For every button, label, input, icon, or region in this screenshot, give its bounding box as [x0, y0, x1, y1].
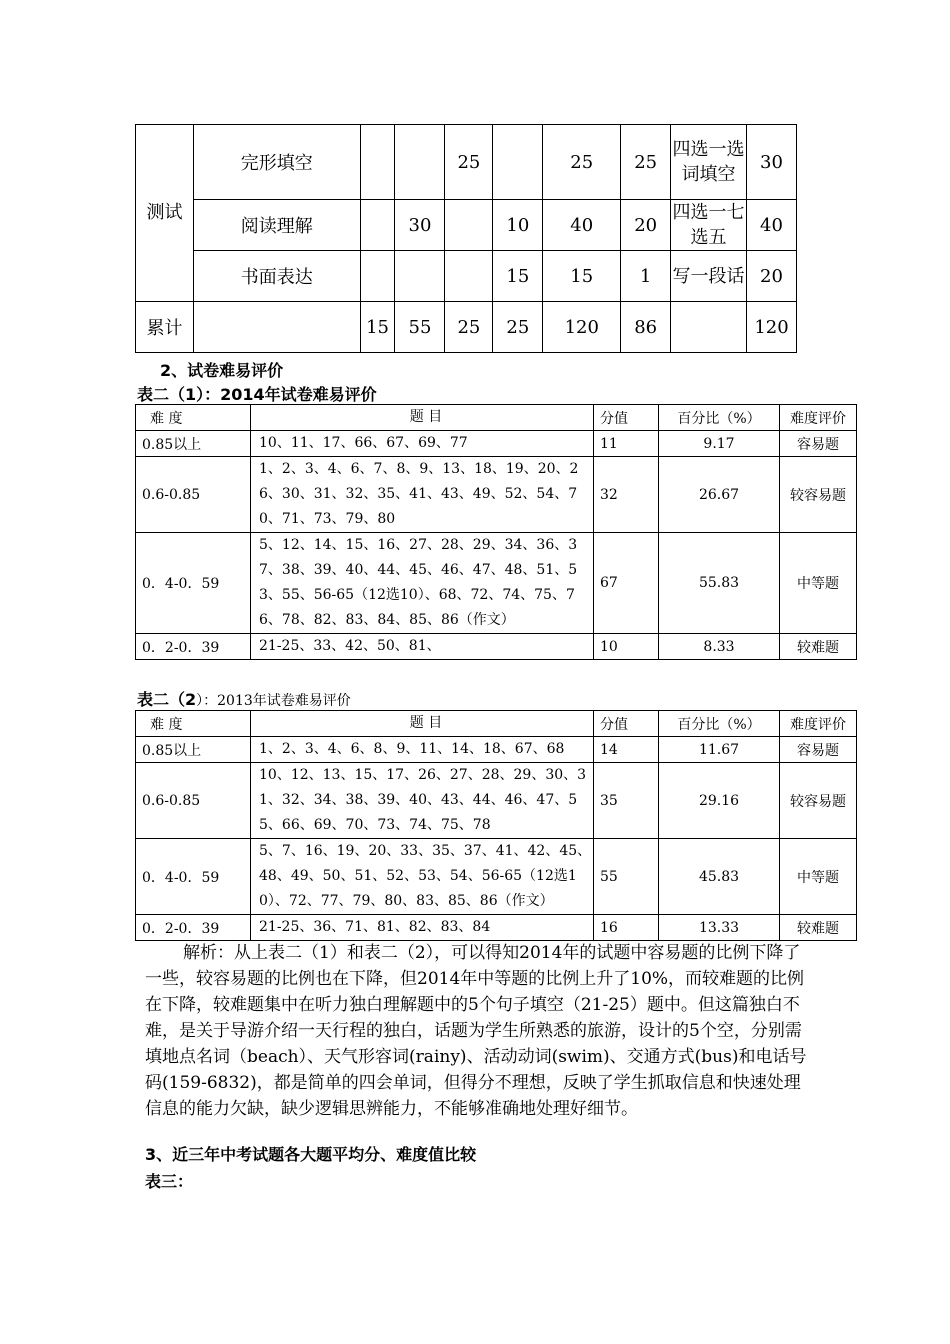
- table-row: [136, 533, 857, 634]
- row-name: 阅读理解: [193, 200, 360, 251]
- score-cell: 10: [594, 634, 659, 660]
- cell: 10: [493, 200, 543, 251]
- score-cell: 40: [746, 200, 796, 251]
- score-cell: 14: [594, 737, 659, 763]
- score-cell: 120: [746, 302, 796, 353]
- cell: 25: [445, 302, 493, 353]
- table-row: [136, 125, 797, 200]
- category-label: 测试: [146, 202, 183, 223]
- items-cell: 21-25、36、71、81、82、83、84: [251, 915, 594, 941]
- score-cell: 35: [594, 763, 659, 839]
- items-cell: 1、2、3、4、6、7、8、9、13、18、19、20、26、30、31、32、35、41、43、49、52、54、70、71、73、79、80: [251, 457, 594, 533]
- cell: [193, 302, 360, 353]
- percent-cell: 9.17: [659, 431, 780, 457]
- cell: 120: [543, 302, 621, 353]
- items-cell: 1、2、3、4、6、8、9、11、14、18、67、68: [251, 737, 594, 763]
- range-cell: 0．4-0．59: [136, 839, 251, 915]
- cell: 55: [395, 302, 445, 353]
- cell: 20: [621, 200, 671, 251]
- header-percent: 百分比（%）: [659, 405, 780, 431]
- items-cell: 21-25、33、42、50、81、: [251, 634, 594, 660]
- score-cell: 11: [594, 431, 659, 457]
- row-name: 完形填空: [193, 125, 360, 200]
- percent-cell: 55.83: [659, 533, 780, 634]
- section-heading-2: 2、试卷难易评价: [160, 361, 284, 380]
- score-cell: 55: [594, 839, 659, 915]
- header-difficulty: 难 度: [136, 711, 251, 737]
- row-name: 书面表达: [193, 251, 360, 302]
- difficulty-table-2014: [135, 404, 857, 660]
- rating-cell: 较容易题: [780, 457, 857, 533]
- table4-caption: 表三：: [145, 1172, 194, 1191]
- cell: 15: [493, 251, 543, 302]
- total-label: 累计: [136, 302, 194, 353]
- header-items: 题 目: [251, 711, 594, 737]
- table-row: [136, 251, 797, 302]
- header-score: 分值: [594, 711, 659, 737]
- percent-cell: 11.67: [659, 737, 780, 763]
- table3-caption-rest: ）：2013年试卷难易评价: [196, 693, 351, 709]
- range-cell: 0．2-0．39: [136, 915, 251, 941]
- format-cell: 四选一七选五: [671, 200, 747, 251]
- table-row: [136, 200, 797, 251]
- score-cell: 20: [746, 251, 796, 302]
- table-row: [136, 634, 857, 660]
- range-cell: 0．2-0．39: [136, 634, 251, 660]
- percent-cell: 26.67: [659, 457, 780, 533]
- header-rating: 难度评价: [780, 711, 857, 737]
- cell: [395, 251, 445, 302]
- analysis-paragraph: 解析：从上表二（1）和表二（2），可以得知2014年的试题中容易题的比例下降了一些，较容易题的比例也在下降，但2014年中等题的比例上升了10%，而较难题的比例在下降，较难题集中在听力独白理解题中的5个句子填空（21-25）题中。但这篇独白不难，是关于导游介绍一天行程的独白，话题为学生所熟悉的旅游，设计的5个空，分别需填地点名词（beach）、天气形容词(rainy)、活动动词(swim)、交通方式(bus)和电话号码(159-6832)，都是简单的四会单词，但得分不理想，反映了学生抓取信息和快速处理信息的能力欠缺，缺少逻辑思辨能力，不能够准确地处理好细节。: [145, 943, 807, 1119]
- cell: [445, 200, 493, 251]
- header-rating: 难度评价: [780, 405, 857, 431]
- difficulty-table-2013: [135, 710, 857, 941]
- score-cell: 16: [594, 915, 659, 941]
- items-cell: 10、12、13、15、17、26、27、28、29、30、31、32、34、38、39、40、43、44、46、47、55、66、69、70、73、74、75、78: [251, 763, 594, 839]
- range-cell: 0．4-0．59: [136, 533, 251, 634]
- rating-cell: 中等题: [780, 839, 857, 915]
- percent-cell: 29.16: [659, 763, 780, 839]
- cell: [360, 125, 395, 200]
- cell: [493, 125, 543, 200]
- score-cell: 67: [594, 533, 659, 634]
- rating-cell: 容易题: [780, 431, 857, 457]
- total-row: [136, 302, 797, 353]
- rating-cell: 较容易题: [780, 763, 857, 839]
- cell: [360, 200, 395, 251]
- cell: 30: [395, 200, 445, 251]
- cell: 25: [543, 125, 621, 200]
- question-type-table: [135, 124, 797, 353]
- cell: 15: [360, 302, 395, 353]
- cell: 15: [543, 251, 621, 302]
- table3-caption: [137, 687, 351, 710]
- cell: 1: [621, 251, 671, 302]
- cell: 25: [445, 125, 493, 200]
- percent-cell: 13.33: [659, 915, 780, 941]
- header-row: [136, 711, 857, 737]
- format-cell: 四选一选词填空: [671, 125, 747, 200]
- header-score: 分值: [594, 405, 659, 431]
- cell: [360, 251, 395, 302]
- table3-caption-bold: 表二（2: [137, 690, 197, 709]
- percent-cell: 8.33: [659, 634, 780, 660]
- table-row: [136, 839, 857, 915]
- cell: [395, 125, 445, 200]
- items-cell: 10、11、17、66、67、69、77: [251, 431, 594, 457]
- format-cell: 写一段话: [671, 251, 747, 302]
- table2-caption: 表二（1）：2014年试卷难易评价: [137, 385, 377, 404]
- cell: 86: [621, 302, 671, 353]
- table-row: [136, 763, 857, 839]
- rating-cell: 较难题: [780, 634, 857, 660]
- section-heading-3: 3、近三年中考试题各大题平均分、难度值比较: [145, 1145, 477, 1164]
- header-row: [136, 405, 857, 431]
- table-row: [136, 457, 857, 533]
- rating-cell: 较难题: [780, 915, 857, 941]
- rating-cell: 容易题: [780, 737, 857, 763]
- cell: 25: [621, 125, 671, 200]
- cell: [445, 251, 493, 302]
- percent-cell: 45.83: [659, 839, 780, 915]
- items-cell: 5、7、16、19、20、33、35、37、41、42、45、48、49、50、51、52、53、54、56-65（12选10）、72、77、79、80、83、85、86（作文）: [251, 839, 594, 915]
- table-row: [136, 915, 857, 941]
- category-cell: [136, 125, 194, 302]
- range-cell: 0.6-0.85: [136, 763, 251, 839]
- header-items: 题 目: [251, 405, 594, 431]
- items-cell: 5、12、14、15、16、27、28、29、34、36、37、38、39、40、44、45、46、47、48、51、53、55、56-65（12选10）、68、72、74、75、76、78、82、83、84、85、86（作文）: [251, 533, 594, 634]
- cell: 40: [543, 200, 621, 251]
- score-cell: 32: [594, 457, 659, 533]
- header-percent: 百分比（%）: [659, 711, 780, 737]
- rating-cell: 中等题: [780, 533, 857, 634]
- table-row: [136, 431, 857, 457]
- format-cell: [671, 302, 747, 353]
- range-cell: 0.85以上: [136, 431, 251, 457]
- cell: 25: [493, 302, 543, 353]
- header-difficulty: 难 度: [136, 405, 251, 431]
- table-row: [136, 737, 857, 763]
- score-cell: 30: [746, 125, 796, 200]
- range-cell: 0.6-0.85: [136, 457, 251, 533]
- range-cell: 0.85以上: [136, 737, 251, 763]
